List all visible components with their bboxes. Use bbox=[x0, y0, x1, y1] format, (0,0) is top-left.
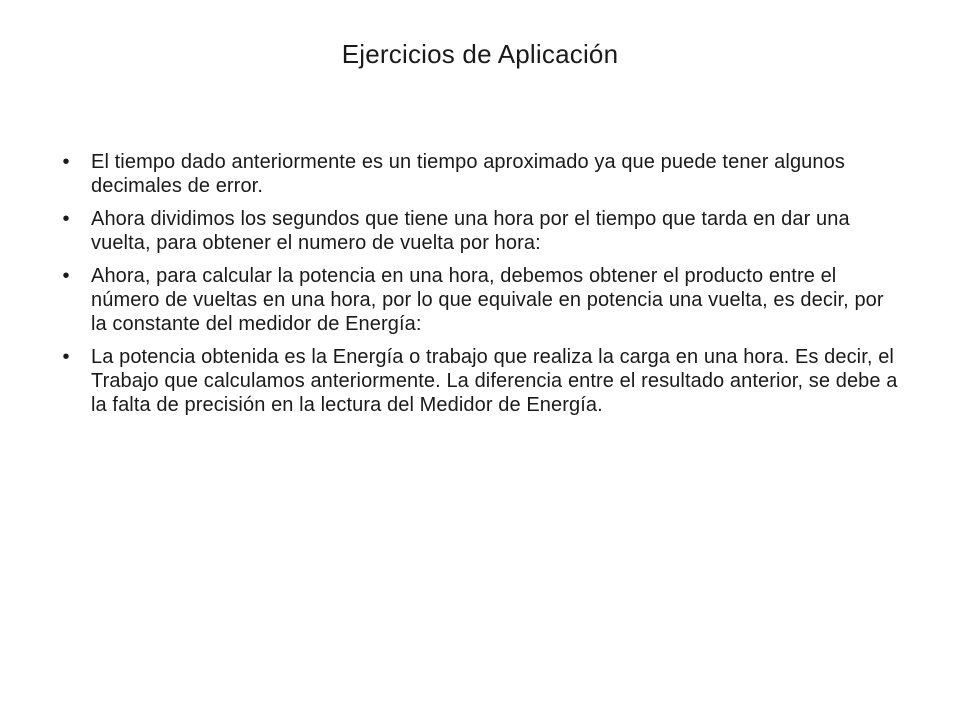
bullet-text: Ahora dividimos los segundos que tiene una hora por el tiempo que tarda en dar una vuelta, para obtener el numero de vuelta por hora: bbox=[91, 208, 850, 254]
bullet-icon: • bbox=[62, 265, 70, 287]
bullet-item bbox=[60, 150, 900, 198]
bullet-item bbox=[60, 345, 900, 417]
bullet-icon: • bbox=[62, 151, 70, 173]
bullet-text: La potencia obtenida es la Energía o trabajo que realiza la carga en una hora. Es decir, el Trabajo que calculamos anteriormente. La diferencia entre el resultado anterior, se debe a la falta de precisión en la lectura del Medidor de Energía. bbox=[91, 346, 898, 416]
bullet-item bbox=[60, 264, 900, 336]
bullet-text: El tiempo dado anteriormente es un tiempo aproximado ya que puede tener algunos decimales de error. bbox=[91, 151, 845, 197]
bullet-item bbox=[60, 207, 900, 255]
bullet-list bbox=[60, 150, 900, 426]
bullet-icon: • bbox=[62, 346, 70, 368]
bullet-text: Ahora, para calcular la potencia en una hora, debemos obtener el producto entre el número de vueltas en una hora, por lo que equivale en potencia una vuelta, es decir, por la constante del medidor de Energía: bbox=[91, 265, 884, 335]
bullet-icon: • bbox=[62, 208, 70, 230]
slide-title: Ejercicios de Aplicación bbox=[341, 39, 619, 69]
